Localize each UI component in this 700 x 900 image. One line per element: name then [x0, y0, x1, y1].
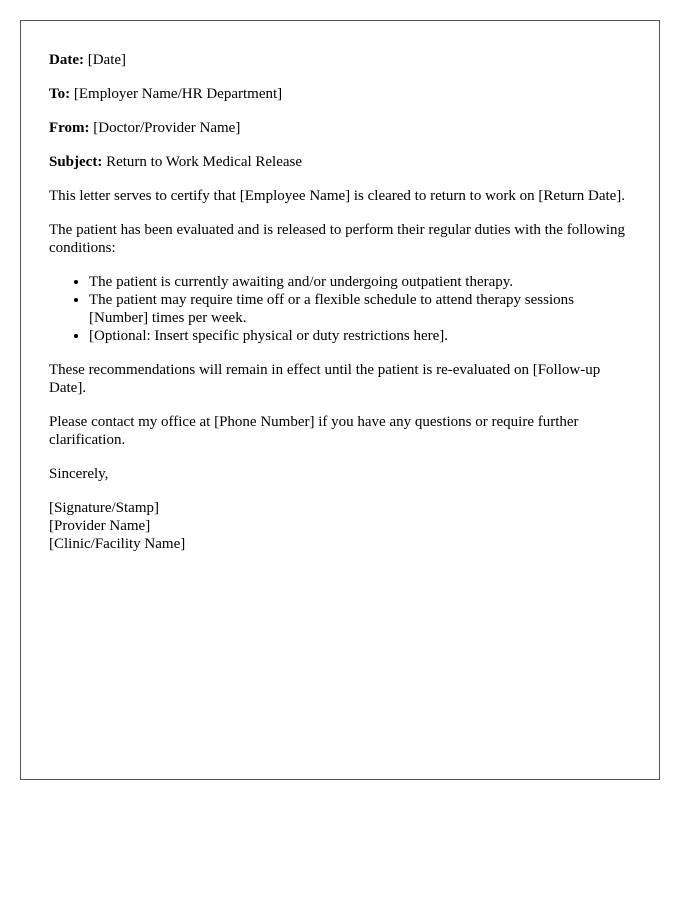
subject-value: Return to Work Medical Release	[106, 154, 303, 170]
to-line	[49, 85, 629, 103]
letter-content	[49, 51, 629, 553]
contact-paragraph: Please contact my office at [Phone Number] if you have any questions or require further clarification.	[49, 414, 579, 448]
evaluation-paragraph: The patient has been evaluated and is released to perform their regular duties with the following conditions:	[49, 222, 626, 256]
provider-name: [Provider Name]	[49, 518, 151, 534]
list-item: • The patient may require time off or a flexible schedule to attend therapy sessions [Number] times per week.	[89, 291, 629, 327]
date-label: Date:	[49, 52, 84, 68]
facility-name: [Clinic/Facility Name]	[49, 536, 186, 552]
date-value: [Date]	[87, 52, 127, 68]
from-value: [Doctor/Provider Name]	[93, 120, 241, 136]
effect-paragraph: These recommendations will remain in effect until the patient is re-evaluated on [Follow-up Date].	[49, 362, 601, 396]
date-line	[49, 51, 629, 69]
from-line	[49, 119, 629, 137]
letter-page	[20, 20, 660, 780]
certification-paragraph: This letter serves to certify that [Employee Name] is cleared to return to work on [Return Date].	[49, 188, 626, 204]
subject-label: Subject:	[49, 154, 103, 170]
closing: Sincerely,	[49, 466, 109, 482]
signature-block	[49, 499, 629, 553]
from-label: From:	[49, 120, 90, 136]
conditions-list	[49, 273, 629, 345]
list-item: • [Optional: Insert specific physical or duty restrictions here].	[89, 327, 629, 345]
list-item: • The patient is currently awaiting and/or undergoing outpatient therapy.	[89, 273, 629, 291]
to-value: [Employer Name/HR Department]	[73, 86, 283, 102]
signature-stamp: [Signature/Stamp]	[49, 500, 159, 516]
to-label: To:	[49, 86, 71, 102]
subject-line	[49, 153, 629, 171]
